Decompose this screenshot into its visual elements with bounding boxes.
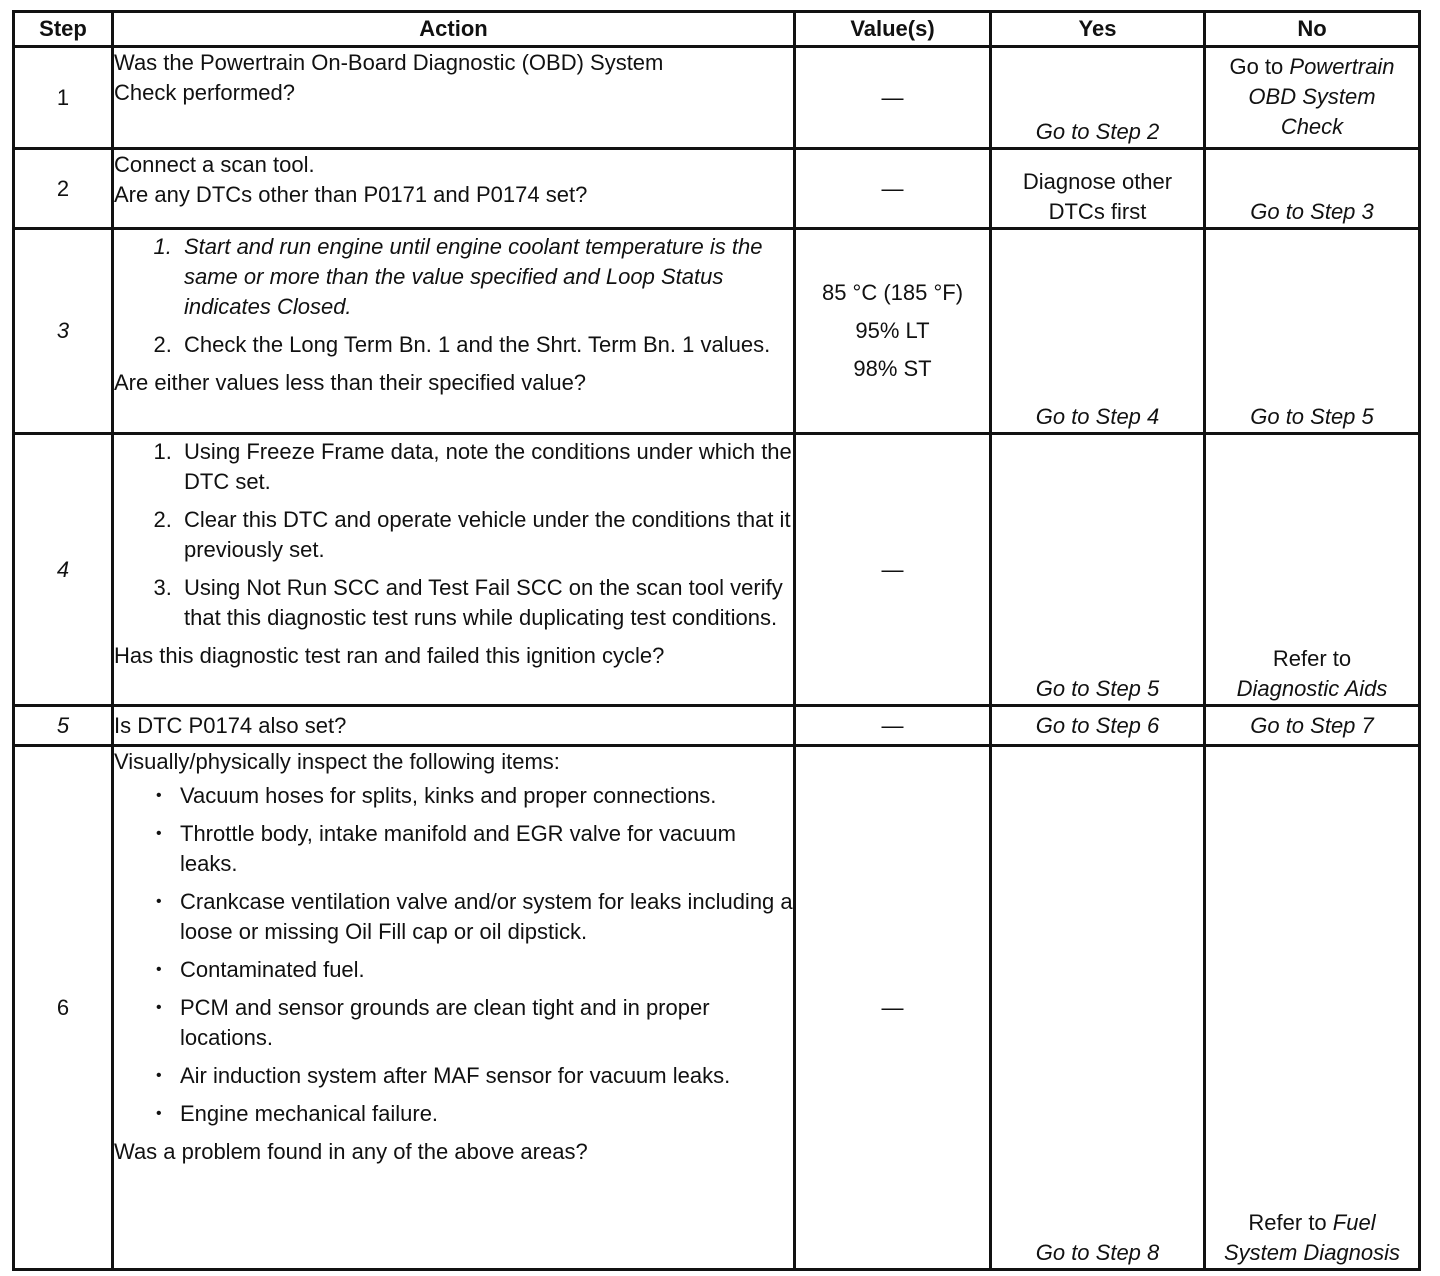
no-cell (1205, 434, 1420, 706)
no-link[interactable]: Check (1280, 114, 1344, 139)
yes-link[interactable]: Go to Step 6 (991, 706, 1205, 746)
no-link[interactable]: Go to Step 7 (1205, 706, 1420, 746)
action-cell (113, 434, 795, 706)
action-text: Connect a scan tool. (114, 152, 315, 177)
yes-link[interactable]: Go to Step 2 (991, 47, 1205, 149)
action-text: Is DTC P0174 also set? (114, 712, 347, 738)
no-link[interactable]: Powertrain (1289, 54, 1395, 79)
inspection-list (114, 781, 793, 1129)
step-number: 6 (14, 746, 113, 1270)
yes-link[interactable]: Go to Step 8 (991, 746, 1205, 1270)
list-item: 2. Check the Long Term Bn. 1 and the Shrt. Term Bn. 1 values. (178, 330, 793, 360)
step-list (114, 232, 793, 360)
step-number: 1 (14, 47, 113, 149)
step-number: 5 (14, 706, 113, 746)
step-number: 4 (14, 434, 113, 706)
list-item: • Vacuum hoses for splits, kinks and proper connections. (180, 781, 793, 811)
step-number: 2 (14, 149, 113, 229)
header-yes: Yes (991, 12, 1205, 47)
action-text: Are any DTCs other than P0171 and P0174 set? (114, 182, 588, 207)
value-cell: — (795, 746, 991, 1270)
step-row-5 (14, 706, 1420, 746)
step-row-4 (14, 434, 1420, 706)
step-row-2 (14, 149, 1420, 229)
list-item: • Engine mechanical failure. (180, 1099, 793, 1129)
yes-cell (991, 149, 1205, 229)
action-cell (113, 149, 795, 229)
action-cell (113, 706, 795, 746)
list-item: 2. Clear this DTC and operate vehicle under the conditions that it previously set. (178, 505, 793, 565)
list-item: • PCM and sensor grounds are clean tight and in proper locations. (180, 993, 793, 1053)
list-item: 3. Using Not Run SCC and Test Fail SCC on the scan tool verify that this diagnostic test runs while duplicating test conditions. (178, 573, 793, 633)
value-cell (795, 229, 991, 434)
step-row-3 (14, 229, 1420, 434)
yes-text: DTCs first (1048, 199, 1147, 224)
value-text: 85 °C (185 °F) (821, 280, 964, 305)
yes-text: Diagnose other (1022, 169, 1173, 194)
step-row-1 (14, 47, 1420, 149)
action-text: Check performed? (114, 80, 295, 105)
step-list (114, 437, 793, 633)
action-cell (113, 47, 795, 149)
no-prefix: Refer to (1272, 646, 1352, 671)
no-link[interactable]: System Diagnosis (1223, 1240, 1401, 1265)
step-number: 3 (14, 229, 113, 434)
list-item: 1. Start and run engine until engine coolant temperature is the same or more than the value specified and Loop Status indicates Closed. (178, 232, 793, 322)
value-text: 95% LT (855, 318, 930, 343)
no-prefix: Refer to (1248, 1210, 1327, 1235)
no-link[interactable]: Fuel (1332, 1210, 1376, 1235)
value-cell: — (795, 706, 991, 746)
action-text: Was the Powertrain On-Board Diagnostic (OBD) System (114, 50, 664, 75)
question-text: Was a problem found in any of the above areas? (114, 1139, 588, 1164)
no-cell (1205, 746, 1420, 1270)
no-link[interactable]: Go to Step 5 (1205, 229, 1420, 434)
list-item: • Throttle body, intake manifold and EGR valve for vacuum leaks. (180, 819, 793, 879)
list-item: • Air induction system after MAF sensor for vacuum leaks. (180, 1061, 793, 1091)
action-cell (113, 229, 795, 434)
step-row-6 (14, 746, 1420, 1270)
list-item: 1. Using Freeze Frame data, note the conditions under which the DTC set. (178, 437, 793, 497)
value-text: 98% ST (853, 356, 932, 381)
no-link[interactable]: Diagnostic Aids (1236, 676, 1388, 701)
action-cell (113, 746, 795, 1270)
header-values: Value(s) (795, 12, 991, 47)
yes-link[interactable]: Go to Step 5 (991, 434, 1205, 706)
header-step: Step (14, 12, 113, 47)
question-text: Are either values less than their specified value? (114, 370, 587, 395)
value-cell: — (795, 149, 991, 229)
intro-text: Visually/physically inspect the following items: (114, 749, 560, 774)
yes-link[interactable]: Go to Step 4 (991, 229, 1205, 434)
diagnostic-table (12, 10, 1421, 1271)
header-row (14, 12, 1420, 47)
no-link[interactable]: Go to Step 3 (1205, 149, 1420, 229)
header-no: No (1205, 12, 1420, 47)
value-cell: — (795, 47, 991, 149)
no-prefix: Go to (1229, 54, 1284, 79)
list-item: • Contaminated fuel. (180, 955, 793, 985)
no-cell (1205, 47, 1420, 149)
list-item: • Crankcase ventilation valve and/or system for leaks including a loose or missing Oil Fill cap or oil dipstick. (180, 887, 793, 947)
value-cell: — (795, 434, 991, 706)
question-text: Has this diagnostic test ran and failed this ignition cycle? (114, 643, 665, 668)
header-action: Action (113, 12, 795, 47)
no-link[interactable]: OBD System (1248, 84, 1376, 109)
